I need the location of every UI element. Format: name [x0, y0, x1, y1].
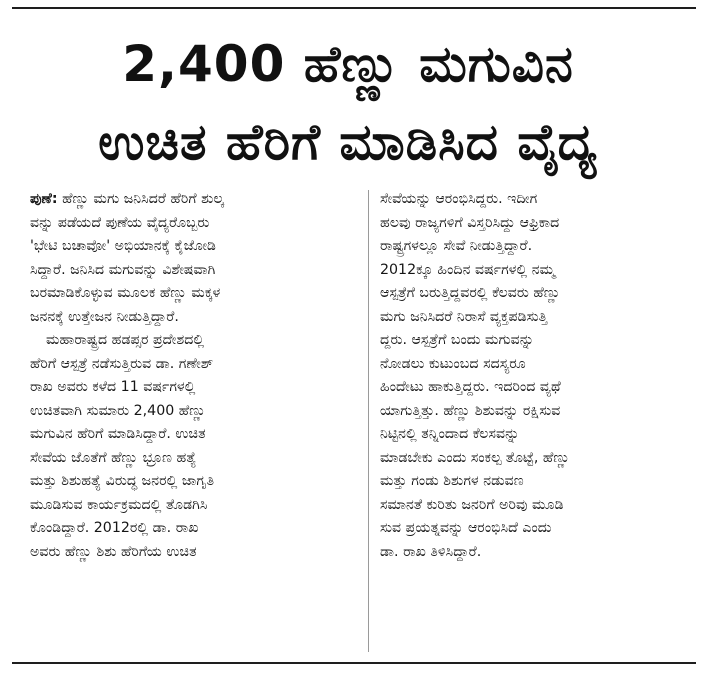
article-line: ಹಿಂದೇಟು ಹಾಕುತ್ತಿದ್ದರು. ಇದರಿಂದ ವ್ಯಥೆ — [380, 379, 561, 395]
article-line: ಜನನಕ್ಕೆ ಉತ್ತೇಜನ ನೀಡುತ್ತಿದ್ದಾರೆ. — [30, 308, 179, 325]
article-line: 'ಭೇಟಿ ಬಚಾವೋ' ಅಭಿಯಾನಕ್ಕೆ ಕೈಜೋಡಿ — [30, 238, 216, 254]
article-line: ಯಾಗುತ್ತಿತ್ತು. ಹೆಣ್ಣು ಶಿಶುವನ್ನು ರಕ್ಷಿಸುವ — [380, 402, 561, 419]
article-line: ನೋಡಲು ಕುಟುಂಬದ ಸದಸ್ಯರೂ — [380, 355, 526, 372]
article-line: ಆಸ್ಪತ್ರೆಗೆ ಬರುತ್ತಿದ್ದವರಲ್ಲಿ ಕೆಲವರು ಹೆಣ್ಣು — [380, 285, 561, 301]
article-left-column — [30, 188, 360, 564]
article-line: ನಿಟ್ಟಿನಲ್ಲಿ ತನ್ನಿಂದಾದ ಕೆಲಸವನ್ನು — [380, 426, 520, 442]
article-line: ಮಗು ಜನಿಸಿದರೆ ನಿರಾಸೆ ವ್ಯಕ್ತಪಡಿಸುತ್ತಿ — [380, 308, 548, 325]
article-line: ಕೊಂಡಿದ್ದಾರೆ. 2012ರಲ್ಲಿ ಡಾ. ರಾಖ — [30, 520, 199, 536]
article-line: ಸಿದ್ದಾರೆ. ಜನಿಸಿದ ಮಗುವನ್ನು ವಿಶೇಷವಾಗಿ — [30, 261, 216, 278]
article-line: ಮಹಾರಾಷ್ಟ್ರದ ಹಡಪ್ಸರ ಪ್ರದೇಶದಲ್ಲಿ — [46, 332, 205, 348]
article-line: ಮಗುವಿನ ಹೆರಿಗೆ ಮಾಡಿಸಿದ್ದಾರೆ. ಉಚಿತ — [30, 426, 206, 442]
article-line: ಉಚಿತವಾಗಿ ಸುಮಾರು 2,400 ಹೆಣ್ಣು — [30, 402, 206, 419]
article-line: ರಾಖ ಅವರು ಕಳೆದ 11 ವರ್ಷಗಳಲ್ಲಿ — [30, 379, 196, 395]
article-line: ಬರಮಾಡಿಕೊಳ್ಳುವ ಮೂಲಕ ಹೆಣ್ಣು ಮಕ್ಕಳ — [30, 285, 221, 301]
article-line-text: ಹೆಣ್ಣು ಮಗು ಜನಿಸಿದರೆ ಹೆರಿಗೆ ಶುಲ್ಕ — [57, 191, 224, 207]
article-line: ಮಾಡಬೇಕು ಎಂದು ಸಂಕಲ್ಪ ತೊಟ್ಟೆ, ಹೆಣ್ಣು — [380, 449, 570, 466]
dateline: ಪುಣೆ: — [30, 191, 58, 207]
column-divider — [368, 190, 369, 652]
bottom-rule — [12, 662, 696, 664]
article-line: ದ್ದರು. ಆಸ್ಪತ್ರೆಗೆ ಬಂದು ಮಗುವನ್ನು — [380, 332, 535, 348]
article-line: ಮತ್ತು ಗಂಡು ಶಿಶುಗಳ ನಡುವಣ — [380, 473, 524, 489]
article-line — [30, 188, 360, 212]
article-line: ಹೆರಿಗೆ ಆಸ್ಪತ್ರೆ ನಡೆಸುತ್ತಿರುವ ಡಾ. ಗಣೇಶ್ — [30, 355, 214, 372]
top-rule — [12, 7, 696, 9]
article-line: ಸಮಾನತೆ ಕುರಿತು ಜನರಿಗೆ ಅರಿವು ಮೂಡಿ — [380, 496, 564, 513]
article-line: ಸೇವೆಯ ಜೊತೆಗೆ ಹೆಣ್ಣು ಭ್ರೂಣ ಹತ್ಯೆ — [30, 449, 197, 466]
article-line: ಮತ್ತು ಶಿಶುಹತ್ಯೆ ವಿರುದ್ಧ ಜನರಲ್ಲಿ ಜಾಗೃತಿ — [30, 473, 215, 489]
article-line: ಅವರು ಹೆಣ್ಣು ಶಿಶು ಹೆರಿಗೆಯ ಉಚಿತ — [30, 543, 197, 560]
article-line: ವನ್ನು ಪಡೆಯದೆ ಪುಣೆಯ ವೈದ್ಯರೊಬ್ಬರು — [30, 214, 210, 231]
article-line: ಮೂಡಿಸುವ ಕಾರ್ಯಕ್ರಮದಲ್ಲಿ ತೊಡಗಿಸಿ — [30, 496, 208, 513]
article-right-column — [380, 188, 676, 564]
headline-line-2: ಉಚಿತ ಹೆರಿಗೆ ಮಾಡಿಸಿದ ವೈದ್ಯ — [98, 113, 598, 171]
article-line: ಸುವ ಪ್ರಯತ್ನವನ್ನು ಆರಂಭಿಸಿದೆ ಎಂದು — [380, 520, 552, 536]
article-line: ರಾಷ್ಟ್ರಗಳಲ್ಲೂ ಸೇವೆ ನೀಡುತ್ತಿದ್ದಾರೆ. — [380, 238, 533, 254]
article-line: 2012ಕ್ಕೂ ಹಿಂದಿನ ವರ್ಷಗಳಲ್ಲಿ ನಮ್ಮ — [380, 261, 556, 278]
article-line: ಸೇವೆಯನ್ನು ಆರಂಭಿಸಿದ್ದರು. ಇದೀಗ — [380, 191, 538, 207]
article-line: ಡಾ. ರಾಖ ತಿಳಿಸಿದ್ದಾರೆ. — [380, 543, 482, 560]
headline-line-1: 2,400 ಹೆಣ್ಣು ಮಗುವಿನ — [122, 35, 574, 93]
article-line: ಹಲವು ರಾಜ್ಯಗಳಿಗೆ ವಿಸ್ತರಿಸಿದ್ದು ಆಫ್ರಿಕಾದ — [380, 214, 560, 231]
